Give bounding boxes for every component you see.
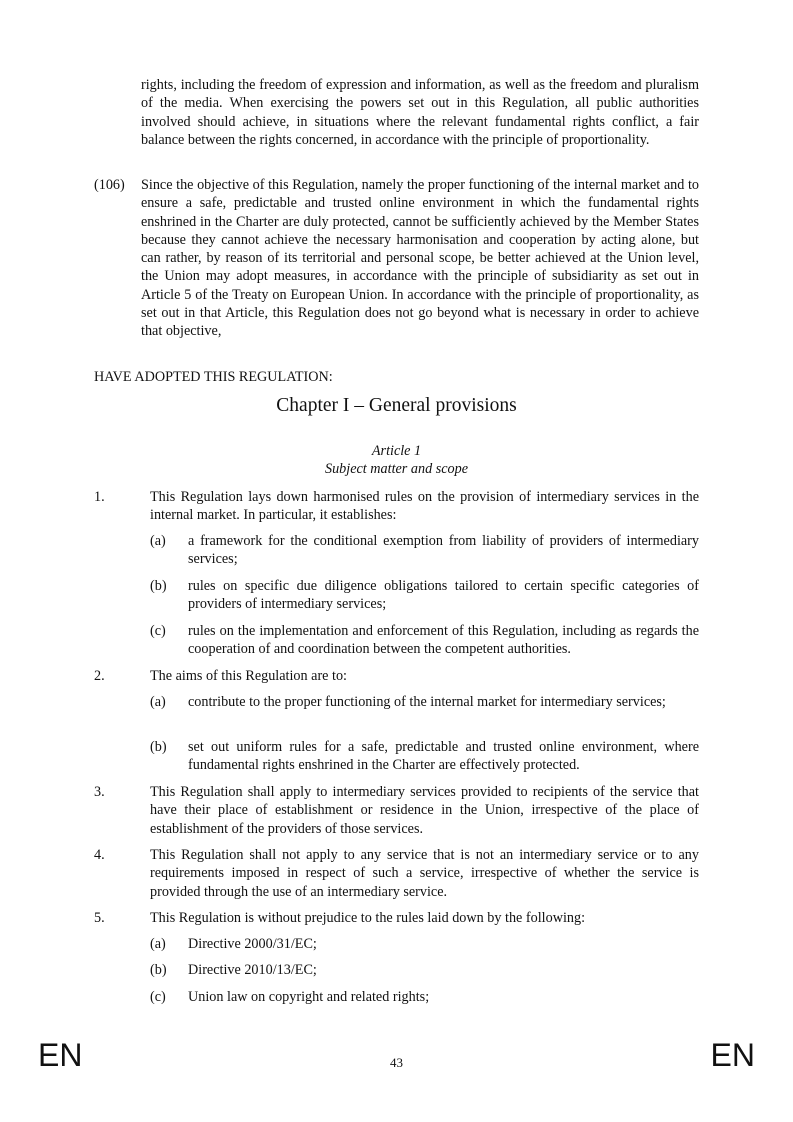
paragraph-number: 4. xyxy=(94,847,105,863)
point-text: rules on the implementation and enforcement of this Regulation, including as regards the cooperation of and coordination between the competent authorities. xyxy=(188,623,699,658)
paragraph-1-point-b xyxy=(150,577,699,614)
paragraph-number: 1. xyxy=(94,489,105,505)
language-code-left: EN xyxy=(38,1037,83,1073)
point-label: (a) xyxy=(150,694,166,710)
paragraph-number: 3. xyxy=(94,784,105,800)
paragraph-text: The aims of this Regulation are to: xyxy=(150,668,348,684)
recital-106 xyxy=(94,176,699,341)
paragraph-5-point-b xyxy=(150,961,699,979)
paragraph-text: This Regulation shall not apply to any service that is not an intermediary service or to any requirements imposed in respect of such a service, irrespective of whether the service is provided through the use of an intermediary service. xyxy=(150,847,699,900)
article-title: Subject matter and scope xyxy=(324,461,469,477)
article-paragraph-5 xyxy=(94,909,699,927)
paragraph-5-point-c xyxy=(150,988,699,1006)
page-number: 43 xyxy=(390,1055,403,1070)
recital-number: (106) xyxy=(94,177,125,193)
article-paragraph-3 xyxy=(94,783,699,838)
article-paragraph-4 xyxy=(94,846,699,901)
chapter-heading: Chapter I – General provisions xyxy=(276,395,517,416)
point-label: (c) xyxy=(150,989,166,1005)
paragraph-number: 5. xyxy=(94,910,105,926)
point-text: Union law on copyright and related rights; xyxy=(188,989,430,1005)
point-label: (c) xyxy=(150,623,166,639)
paragraph-1-point-c xyxy=(150,622,699,659)
paragraph-2-point-a xyxy=(150,693,699,711)
point-text: set out uniform rules for a safe, predictable and trusted online environment, where fundamental rights enshrined in the Charter are effectively protected. xyxy=(188,739,699,774)
paragraph-1-point-a xyxy=(150,532,699,569)
article-paragraph-1 xyxy=(94,488,699,525)
paragraph-text: This Regulation shall apply to intermediary services provided to recipients of the service that have their place of establishment or residence in the Union, irrespective of the place of establishment of the providers of those services. xyxy=(150,784,699,837)
recital-text: Since the objective of this Regulation, namely the proper functioning of the internal market and to ensure a safe, predictable and trusted online environment in which the fundamental rights enshrined in the Charter are duly protected, cannot be sufficiently achieved by the Member States because they cannot achieve the necessary harmonisation and cooperation by acting alone, but can rather, by reason of its territorial and personal scope, be better achieved at the Union level, the Union may adopt measures, in accordance with the principle of subsidiarity as set out in Article 5 of the Treaty on European Union. In accordance with the principle of proportionality, as set out in that Article, this Regulation does not go beyond what is necessary in order to achieve that objective, xyxy=(141,177,699,340)
article-number: Article 1 xyxy=(371,443,422,459)
point-text: contribute to the proper functioning of the internal market for intermediary services; xyxy=(188,694,666,710)
point-text: Directive 2000/31/EC; xyxy=(188,936,317,952)
adoption-formula: HAVE ADOPTED THIS REGULATION: xyxy=(94,369,333,385)
article-paragraph-2 xyxy=(94,667,699,685)
point-label: (b) xyxy=(150,578,167,594)
language-code-right: EN xyxy=(710,1037,755,1073)
point-label: (a) xyxy=(150,533,166,549)
point-label: (a) xyxy=(150,936,166,952)
paragraph-text: This Regulation lays down harmonised rules on the provision of intermediary services in the internal market. In particular, it establishes: xyxy=(150,489,699,524)
point-text: rules on specific due diligence obligations tailored to certain specific categories of providers of intermediary services; xyxy=(188,578,699,613)
paragraph-5-point-a xyxy=(150,935,699,953)
point-label: (b) xyxy=(150,962,167,978)
paragraph-number: 2. xyxy=(94,668,105,684)
point-label: (b) xyxy=(150,739,167,755)
recital-continuation: rights, including the freedom of expression and information, as well as the freedom and pluralism of the media. When exercising the powers set out in this Regulation, all public authorities involved should achieve, in situations where the relevant fundamental rights conflict, a fair balance between the rights concerned, in accordance with the principle of proportionality. xyxy=(141,77,699,148)
paragraph-text: This Regulation is without prejudice to the rules laid down by the following: xyxy=(150,910,586,926)
paragraph-2-point-b xyxy=(150,738,699,775)
point-text: a framework for the conditional exemption from liability of providers of intermediary services; xyxy=(188,533,699,568)
point-text: Directive 2010/13/EC; xyxy=(188,962,317,978)
